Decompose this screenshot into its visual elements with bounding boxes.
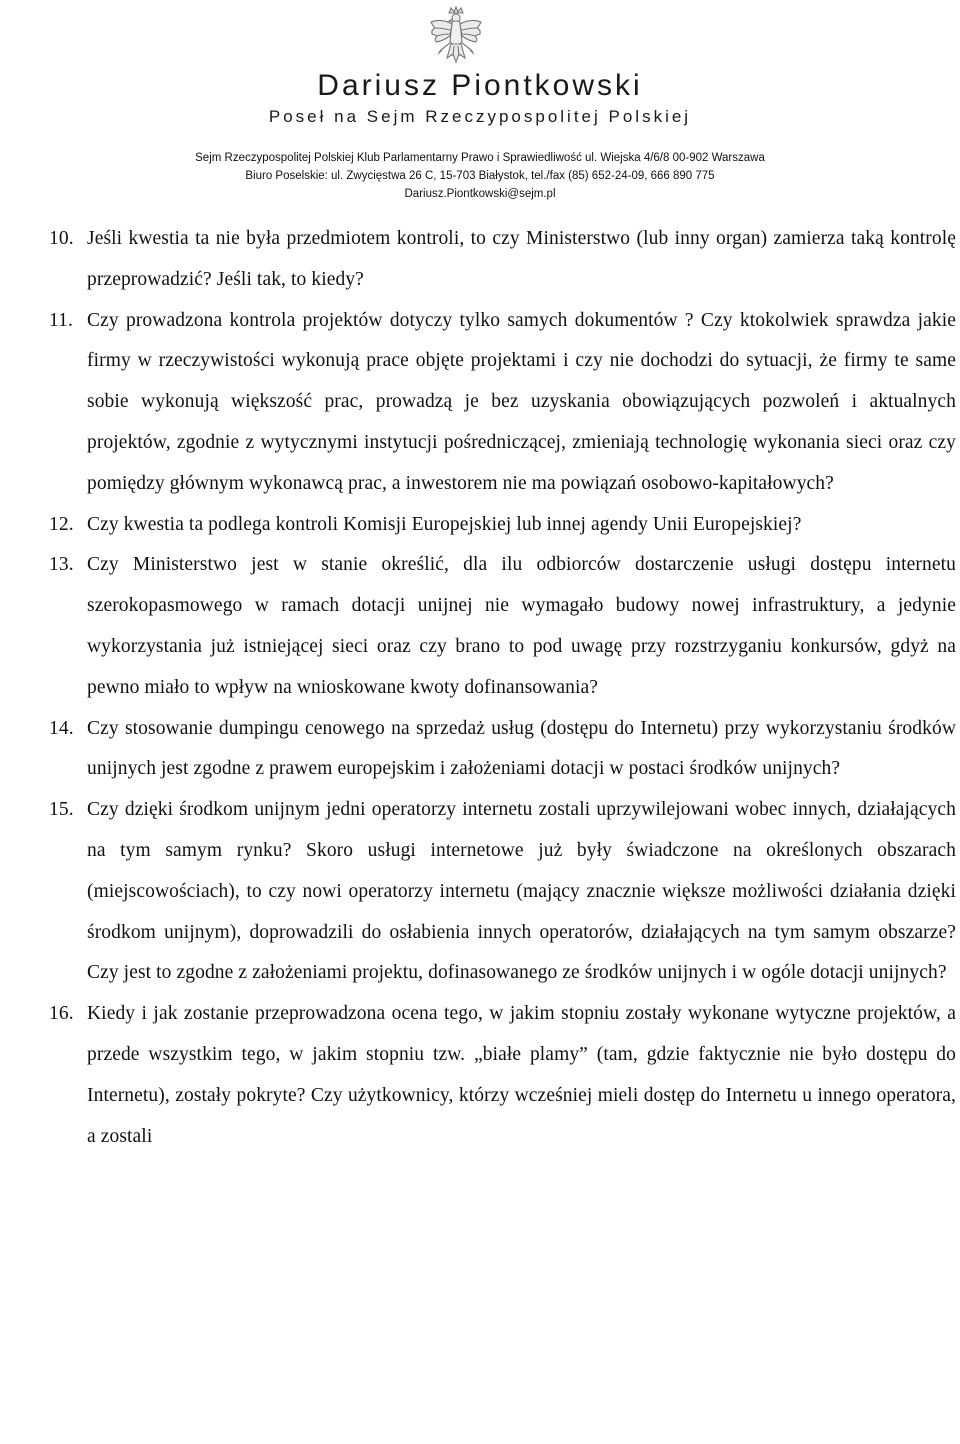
question-number: 16. [49, 1003, 74, 1025]
question-item [0, 505, 960, 546]
question-text: Kiedy i jak zostanie przeprowadzona ocena tego, w jakim stopniu zostały wykonane wytyczne projektów, a przede wszystkim tego, w jakim stopniu tzw. „białe plamy” (tam, gdzie faktycznie nie było dostępu do Internetu), zostały pokryte? Czy użytkownicy, którzy wcześniej mieli dostęp do Internetu u innego operatora, a zostali [87, 1003, 956, 1147]
contact-address-sejm: Sejm Rzeczypospolitej Polskiej Klub Parlamentarny Prawo i Sprawiedliwość ul. Wiejska 4/6/8 00-902 Warszawa [195, 152, 765, 164]
contact-address-office: Biuro Poselskie: ul. Zwycięstwa 26 C, 15-703 Białystok, tel./fax (85) 652-24-09, 666 890 775 [245, 170, 715, 182]
question-item [0, 545, 960, 708]
question-text: Czy stosowanie dumpingu cenowego na sprzedaż usług (dostępu do Internetu) przy wykorzystaniu środków unijnych jest zgodne z prawem europejskim i założeniami dotacji w postaci środków unijnych? [87, 717, 956, 780]
polish-eagle-emblem-icon [423, 4, 489, 70]
deputy-name: Dariusz Piontkowski [317, 69, 643, 102]
question-number: 15. [49, 799, 74, 821]
question-number: 13. [49, 554, 74, 576]
question-number: 11. [49, 309, 73, 331]
question-text: Czy dzięki środkom unijnym jedni operatorzy internetu zostali uprzywilejowani wobec innych, działających na tym samym rynku? Skoro usługi internetowe już były świadczone na określonych obszarach (miejscowościach), to czy nowi operatorzy internetu (mający znacznie większe możliwości działania dzięki środkom unijnym), doprowadzili do osłabienia innych operatorów, działających na tym samym obszarze? Czy jest to zgodne z założeniami projektu, dofinasowanego ze środków unijnych i w ogóle dotacji unijnych? [87, 799, 956, 984]
questions-list [0, 219, 960, 1157]
question-number: 12. [49, 513, 74, 535]
letterhead [0, 0, 960, 205]
question-text: Czy prowadzona kontrola projektów dotyczy tylko samych dokumentów ? Czy ktokolwiek sprawdza jakie firmy w rzeczywistości wykonują prace objęte projektami i czy nie dochodzi do sytuacji, że firmy te same sobie wykonują większość prac, prowadzą je bez uzyskania obowiązujących pozwoleń i aktualnych projektów, zgodnie z wytycznymi instytucji pośredniczącej, zmieniają technologię wykonania sieci oraz czy pomiędzy głównym wykonawcą prac, a inwestorem nie ma powiązań osobowo-kapitałowych? [87, 309, 956, 494]
question-number: 14. [49, 717, 74, 739]
question-item [0, 709, 960, 791]
question-item [0, 790, 960, 994]
question-text: Czy kwestia ta podlega kontroli Komisji Europejskiej lub innej agendy Unii Europejskiej? [87, 513, 802, 535]
question-item [0, 994, 960, 1157]
question-number: 10. [49, 228, 74, 249]
deputy-title: Poseł na Sejm Rzeczypospolitej Polskiej [268, 107, 692, 126]
question-item [0, 301, 960, 505]
question-text: Czy Ministerstwo jest w stanie określić, dla ilu odbiorców dostarczenie usługi dostępu internetu szerokopasmowego w ramach dotacji unijnej nie wymagało budowy nowej infrastruktury, a jedynie wykorzystania już istniejącej sieci oraz czy brano to pod uwagę przy rozstrzyganiu konkursów, gdyż na pewno miało to wpływ na wnioskowane kwoty dofinansowania? [87, 554, 956, 698]
question-item [0, 219, 960, 301]
question-text: Jeśli kwestia ta nie była przedmiotem kontroli, to czy Ministerstwo (lub inny organ) zamierza taką kontrolę przeprowadzić? Jeśli tak, to kiedy? [87, 228, 956, 290]
contact-email: Dariusz.Piontkowski@sejm.pl [404, 188, 556, 200]
